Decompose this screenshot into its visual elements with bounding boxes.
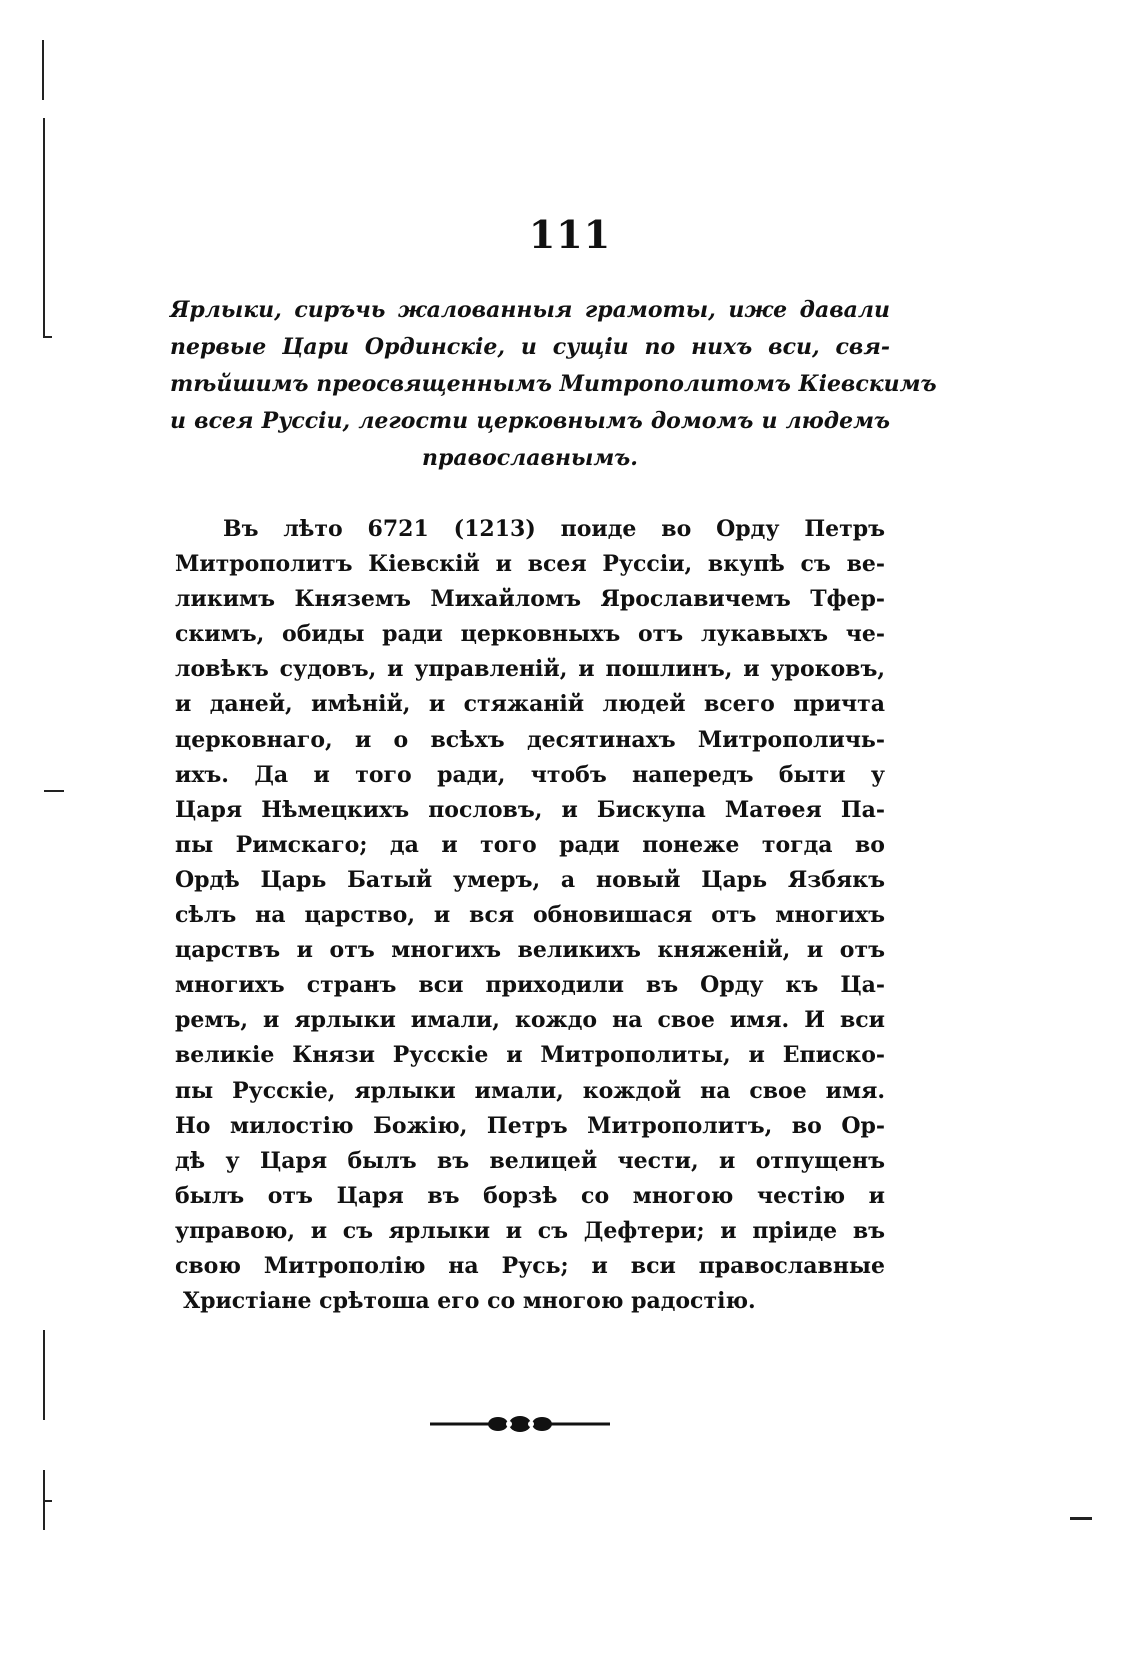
body-line: церковнаго, и о всѣхъ десятинахъ Митрополичь- (175, 726, 885, 753)
body-line: Митрополитъ Кіевскій и всея Руссіи, вкупѣ съ ве- (175, 551, 885, 578)
body-line: великіе Князи Русскіе и Митрополиты, и Еписко- (175, 1042, 885, 1069)
body-line: Въ лѣто 6721 (1213) поиде во Орду Петръ (223, 516, 885, 542)
heading-line: тѣйшимъ преосвященнымъ Митрополитомъ Кіевскимъ (170, 371, 937, 397)
body-line: былъ отъ Царя въ борзѣ со многою честію и (175, 1182, 885, 1209)
body-line: управою, и съ ярлыки и съ Дефтери; и пріиде въ (175, 1217, 885, 1244)
body-line: сѣлъ на царство, и вся обновишася отъ многихъ (175, 902, 885, 929)
heading-line: Ярлыки, сиръчь жалованныя грамоты, иже давали (170, 297, 890, 323)
body-line: ликимъ Княземъ Михайломъ Ярославичемъ Тфер- (175, 586, 885, 613)
heading-line: первые Цари Ординскіе, и сущіи по нихъ вси, свя- (170, 334, 890, 360)
body-line: ремъ, и ярлыки имали, кождо на свое имя. И вси (175, 1007, 885, 1034)
heading-line: православнымъ. (422, 445, 638, 471)
body-line: ловѣкъ судовъ, и управленій, и пошлинъ, и уроковъ, (175, 656, 885, 683)
page-number: 111 (528, 212, 612, 257)
end-ornament-icon (430, 1412, 610, 1436)
scan-margin-line-top (42, 40, 44, 100)
body-line: свою Митрополію на Русь; и вси православные (175, 1252, 885, 1279)
scan-margin-line-lower (43, 1330, 45, 1420)
body-line: многихъ странъ вси приходили въ Орду къ Ца- (175, 972, 885, 999)
body-line: царствъ и отъ многихъ великихъ княженій, и отъ (175, 937, 885, 964)
body-line: дѣ у Царя былъ въ велицей чести, и отпущенъ (175, 1147, 885, 1174)
body-line: пы Русскіе, ярлыки имали, кождой на свое имя. (175, 1077, 885, 1104)
body-line: и даней, имѣній, и стяжаній людей всего причта (175, 691, 885, 718)
scan-margin-tick-3 (44, 1500, 52, 1502)
body-line: Христіане срѣтоша его со многою радостію. (183, 1288, 756, 1315)
body-line: Но милостію Божію, Петръ Митрополитъ, во Ор- (175, 1112, 885, 1139)
body-line: скимъ, обиды ради церковныхъ отъ лукавыхъ че- (175, 621, 885, 648)
body-line: пы Римскаго; да и того ради понеже тогда во (175, 831, 885, 858)
body-line: Ордѣ Царь Батый умеръ, а новый Царь Язбякъ (175, 866, 885, 893)
section-heading (170, 292, 937, 477)
body-line: Царя Нѣмецкихъ пословъ, и Бискупа Матѳея Па- (175, 796, 885, 823)
scan-margin-tick-2 (44, 790, 64, 792)
heading-line: и всея Руссіи, легости церковнымъ домомъ и людемъ (170, 408, 890, 434)
body-line: ихъ. Да и того ради, чтобъ напередъ быти у (175, 761, 885, 788)
scan-margin-tick-1 (44, 336, 52, 338)
scan-margin-dash-right (1070, 1517, 1092, 1520)
body-paragraph (175, 512, 885, 1319)
